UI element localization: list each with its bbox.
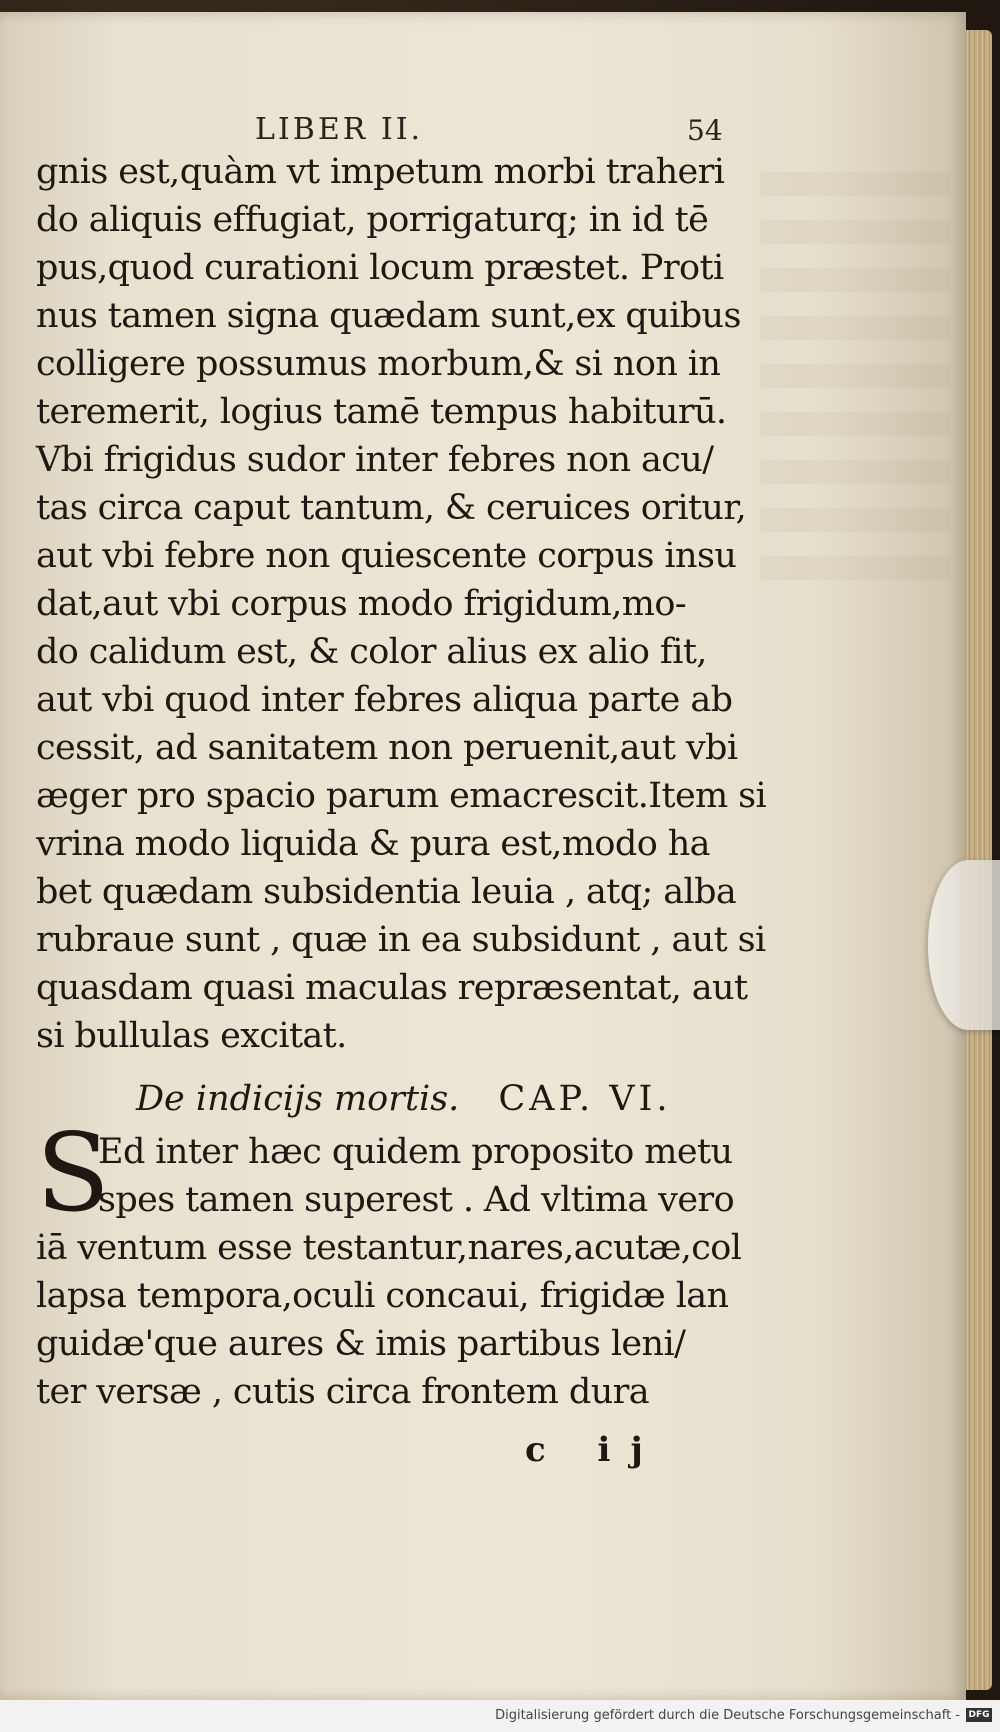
- text-line: æger pro spacio parum emacrescit.Item si: [36, 776, 767, 816]
- text-line: bet quædam subsidentia leuia , atq; alba: [36, 872, 737, 912]
- signature-mark: c ij: [525, 1430, 663, 1470]
- text-line: quasdam quasi maculas repræsentat, aut: [36, 968, 748, 1008]
- chapter-paragraph: [36, 1111, 742, 1416]
- text-line: tas circa caput tantum, & ceruices oritur,: [36, 488, 747, 528]
- dfg-logo: DFG: [966, 1708, 992, 1722]
- text-line: spes tamen superest . Ad vltima vero: [98, 1180, 735, 1220]
- text-line: gnis est,quàm vt impetum morbi traheri: [36, 152, 725, 192]
- text-line: cessit, ad sanitatem non peruenit,aut vbi: [36, 728, 738, 768]
- text-line: teremerit, logius tamē tempus habiturū.: [36, 392, 727, 432]
- chapter-title: De indicijs mortis.: [136, 1079, 460, 1119]
- text-line: aut vbi quod inter febres aliqua parte ab: [36, 680, 733, 720]
- text-line: vrina modo liquida & pura est,modo ha: [36, 824, 710, 864]
- main-text: [36, 148, 767, 1416]
- text-line: iā ventum esse testantur,nares,acutæ,col: [36, 1228, 742, 1268]
- text-line: guidæ'que aures & imis partibus leni/: [36, 1324, 686, 1364]
- text-line: Vbi frigidus sudor inter febres non acu/: [36, 440, 714, 480]
- show-through-text: [760, 172, 950, 592]
- text-line: lapsa tempora,oculi concaui, frigidæ lan: [36, 1276, 729, 1316]
- text-line: colligere possumus morbum,& si non in: [36, 344, 721, 384]
- text-line: pus,quod curationi locum præstet. Proti: [36, 248, 724, 288]
- page-number: 54: [687, 114, 723, 147]
- text-line: do calidum est, & color alius ex alio fit,: [36, 632, 707, 672]
- digitization-footer: [0, 1700, 1000, 1732]
- text-line: rubraue sunt , quæ in ea subsidunt , aut si: [36, 920, 766, 960]
- body-paragraph: [36, 148, 767, 1060]
- text-line: aut vbi febre non quiescente corpus insu: [36, 536, 737, 576]
- text-line: si bullulas excitat.: [36, 1016, 347, 1056]
- chapter-heading: [36, 1070, 736, 1128]
- drop-capital: S: [36, 1111, 110, 1236]
- text-line: do aliquis effugiat, porrigaturq; in id tē: [36, 200, 709, 240]
- chapter-number: CAP. VI.: [498, 1079, 672, 1119]
- text-line: nus tamen signa quædam sunt,ex quibus: [36, 296, 741, 336]
- page-clip: [928, 860, 1000, 1030]
- text-line: ter versæ , cutis circa frontem dura: [36, 1372, 650, 1412]
- text-line: dat,aut vbi corpus modo frigidum,mo-: [36, 584, 687, 624]
- funding-credit: Digitalisierung gefördert durch die Deutsche Forschungsgemeinschaft -: [495, 1708, 960, 1723]
- text-line: Ed inter hæc quidem proposito metu: [98, 1132, 733, 1172]
- running-header: [0, 112, 966, 152]
- running-title: LIBER II.: [255, 112, 424, 147]
